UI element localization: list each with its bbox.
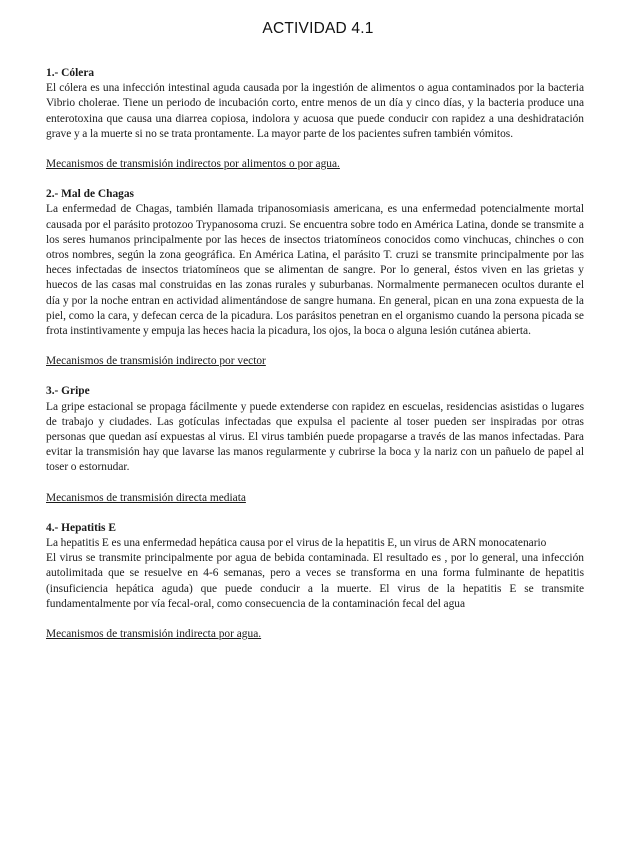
section-paragraph: El virus se transmite principalmente por agua de bebida contaminada. El resultado es , por lo general, una infección autolimitada que se resuelve en 4-6 semanas, pero a veces se transforma en una forma fulminante de hepatitis (insuficiencia hepática aguda) que puede conducir a la muerte. El virus de la hepatitis E se transmite fundamentalmente por vía fecal-oral, como consecuencia de la contaminación fecal del agua [46, 552, 584, 610]
transmission-mechanism: Mecanismos de transmisión directa mediata [46, 491, 246, 504]
section-paragraph: La gripe estacional se propaga fácilmente y puede extenderse con rapidez en escuelas, residencias asistidas o lugares de trabajo y ciudades. Las gotículas infectadas que expulsa el paciente al toser pueden ser inspiradas por otras personas que quedan así expuestas al virus. El virus también puede propagarse a través de las manos infectadas. Para evitar la transmisión hay que lavarse las manos regularmente y cubrirse la boca y la nariz con un pañuelo de papel al toser o estornudar. [46, 400, 584, 474]
page-title: ACTIVIDAD 4.1 [262, 20, 374, 37]
transmission-mechanism: Mecanismos de transmisión indirecto por vector [46, 355, 266, 368]
section-paragraph: La hepatitis E es una enfermedad hepática causa por el virus de la hepatitis E, un virus de ARN monocatenario [46, 537, 547, 550]
section-heading: 2.- Mal de Chagas [46, 188, 134, 201]
section-hepatitis-e [46, 521, 584, 642]
section-heading: 3.- Gripe [46, 385, 90, 398]
section-colera [46, 66, 584, 172]
section-gripe [46, 384, 584, 505]
section-paragraph: La enfermedad de Chagas, también llamada tripanosomiasis americana, es una enfermedad potencialmente mortal causada por el parásito protozoo Trypanosoma cruzi. Se encuentra sobre todo en América Latina, donde se transmite a los seres humanos principalmente por las heces de insectos triatomíneos conocidos como vinchucas, chinches o con otros nombres, según la zona geográfica. En América Latina, el parásito T. cruzi se transmite principalmente por las heces infectadas de insectos triatomíneos que se alimentan de sangre. Por lo general, éstos viven en las grietas y huecos de las casas mal construidas en las zonas rurales y suburbanas. Normalmente permanecen ocultos durante el día y por la noche entran en actividad alimentándose de sangre humana. En general, pican en una zona expuesta de la piel, como la cara, y defecan cerca de la picadura. Los parásitos penetran en el organismo cuando la persona picada se frota instintivamente y empuja las heces hacia la picadura, los ojos, la boca o alguna lesión cutánea abierta. [46, 203, 584, 338]
transmission-mechanism: Mecanismos de transmisión indirectos por alimentos o por agua. [46, 158, 340, 171]
section-chagas [46, 187, 584, 369]
section-heading: 4.- Hepatitis E [46, 521, 116, 534]
section-paragraph: El cólera es una infección intestinal aguda causada por la ingestión de alimentos o agua contaminados por la bacteria Vibrio cholerae. Tiene un periodo de incubación corto, entre menos de un día y cinco días, y la bacteria produce una enterotoxina que causa una diarrea copiosa, indolora y acuosa que puede conducir con rapidez a una deshidratación grave y a la muerte si no se trata prontamente. La mayor parte de los pacientes sufren también vómitos. [46, 82, 584, 140]
document-body [46, 66, 584, 657]
transmission-mechanism: Mecanismos de transmisión indirecta por agua. [46, 628, 262, 641]
section-heading: 1.- Cólera [46, 67, 95, 79]
